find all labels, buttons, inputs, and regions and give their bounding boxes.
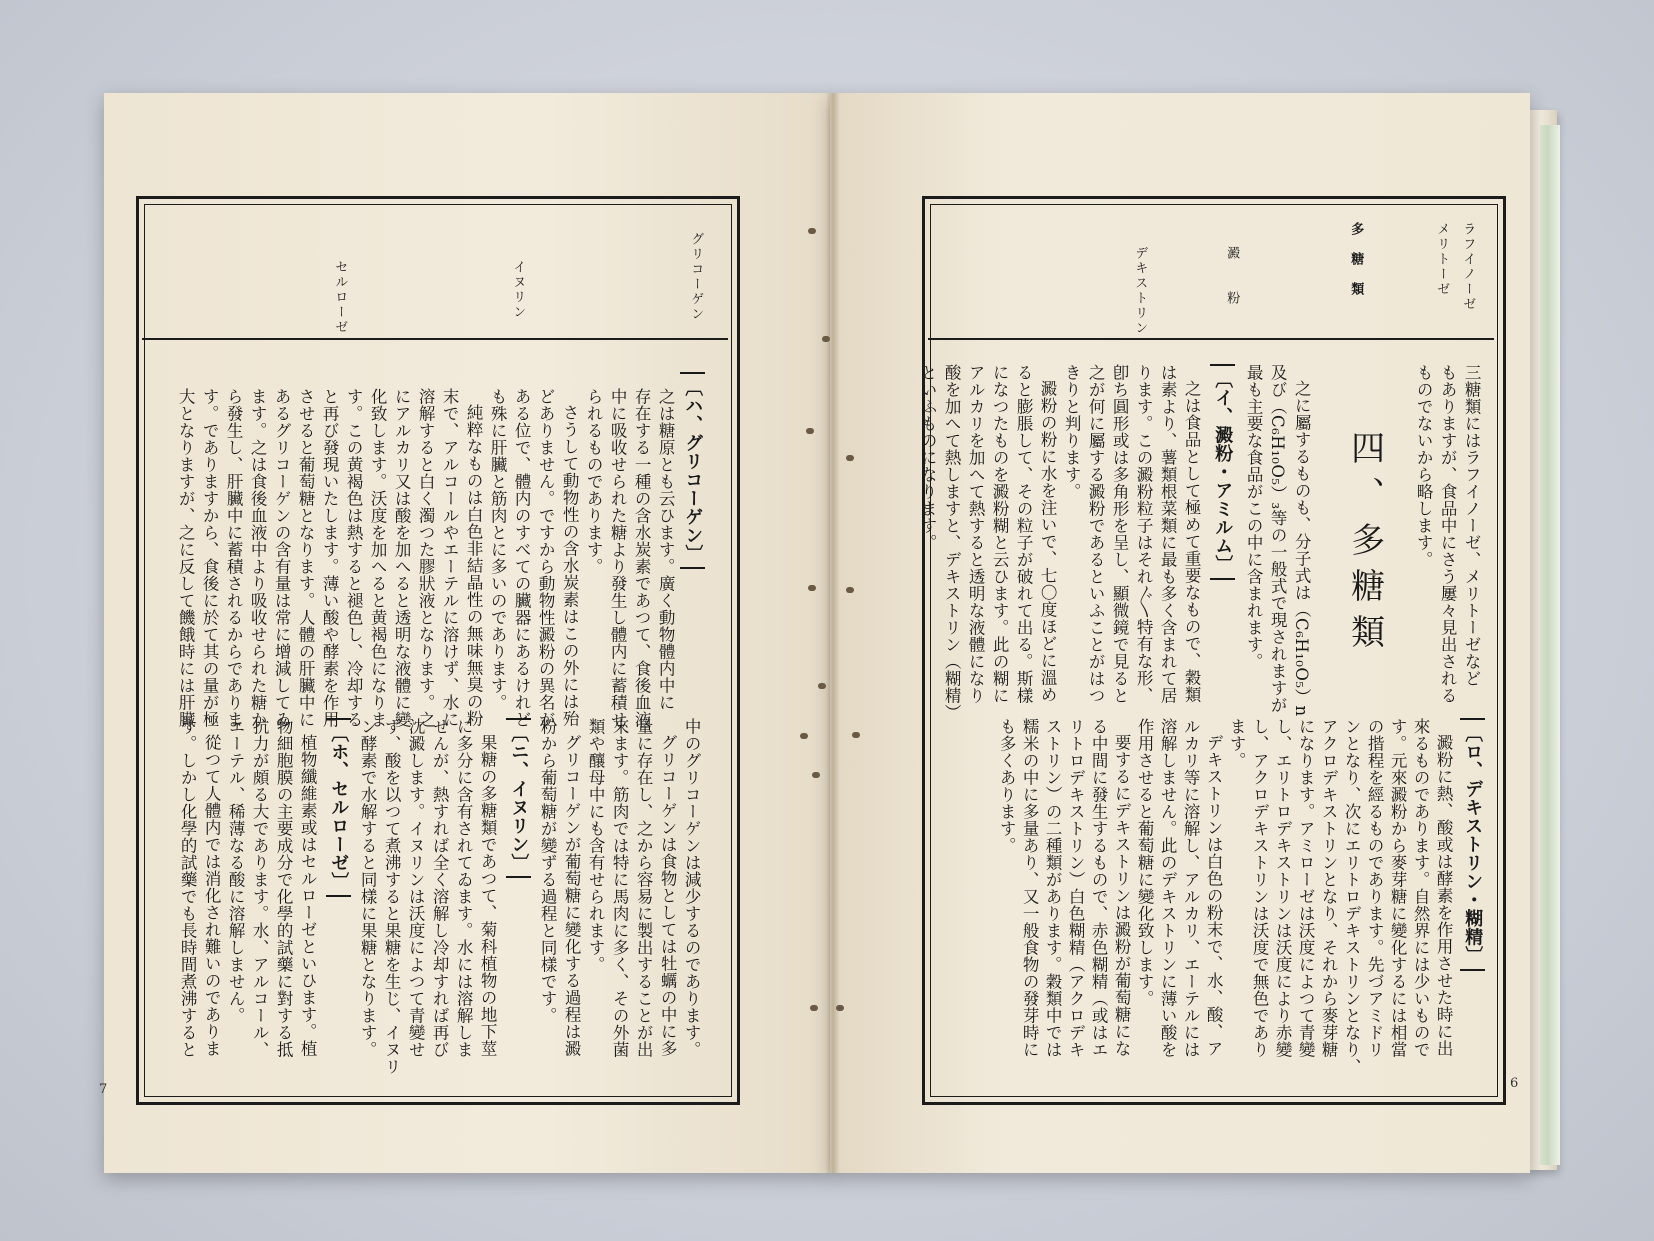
text-line: 酸を加へて熱しますと、デキストリン（糊精） <box>942 364 962 721</box>
text-line: 三糖類にはラフイノーゼ、メリトーゼなど <box>1462 364 1482 687</box>
text-line: ストリン）の二種類があります。穀類中では <box>1043 718 1063 1058</box>
text-line: 抗力が頗る大であります。水、アルコール、 <box>250 718 270 1058</box>
text-line: 化致します。沃度を加へると黄褐色になりま <box>368 388 388 728</box>
binding-hole <box>808 228 816 234</box>
text-line: 量に存在し、之から容易に製出することが出 <box>634 718 654 1058</box>
text-line: もありますが、食品中にさう屢々見出される <box>1438 364 1458 704</box>
text-line: になつたものを澱粉糊と云ひます。此の糊に <box>990 364 1010 704</box>
text-line: 中に吸收せられた糖より發生し體内に蓄積せ <box>608 388 628 728</box>
text-line: ます。之は食後血液中より吸收せられた糖か <box>248 388 268 728</box>
header-term-dextrin: デキストリン <box>1132 246 1148 336</box>
text-line: 大となりますが、之に反して饑餓時には肝臟 <box>176 388 196 728</box>
right-header-separator <box>928 338 1494 340</box>
text-line: は素より、薯類根菜類に最も多く含まれて居 <box>1158 364 1178 704</box>
header-term-starch: 澱 粉 <box>1224 246 1240 306</box>
text-line: 物細胞膜の主要成分で化學的試藥に對する抵 <box>274 718 294 1058</box>
text-line: 粉から葡萄糖が變ずる過程と同樣です。 <box>538 718 558 1024</box>
section-heading-inulin: 〔ニ、イヌリン〕 <box>506 718 531 878</box>
text-line: す。この黄褐色は熱すると褪色し、冷却する <box>344 388 364 728</box>
header-term-melitose: メリトーゼ <box>1434 222 1450 297</box>
text-line: アクロデキストリンとなり、それから麥芽糖 <box>1319 718 1339 1058</box>
header-term-cellulose: セルローゼ <box>332 260 348 335</box>
header-term-raffinose: ラフイノーゼ <box>1460 222 1476 312</box>
text-line: に多分に含有されてゐます。水には溶解しま <box>454 718 474 1058</box>
section-heading-dextrin: 〔ロ、デキストリン・糊精〕 <box>1460 718 1485 971</box>
text-line: 溶解しません。此のデキストリンに薄い酸を <box>1158 718 1178 1058</box>
page-number-right: 6 <box>1510 1076 1519 1091</box>
text-line: させると葡萄糖となります。人體の肝臟中に <box>296 388 316 728</box>
text-line: 沈澱します。イヌリンは沃度によつて青變せ <box>406 718 426 1058</box>
text-line: リトロデキストリン）白色糊精（アクロデキ <box>1066 718 1086 1058</box>
text-line: さうして動物性の含水炭素はこの外には殆 <box>560 404 580 727</box>
text-line: ある位で、體内のすべての臟器にあるけれど <box>512 388 532 728</box>
text-line: ると膨脹して、その粒子が破れて出る。斯樣 <box>1014 364 1034 704</box>
text-line: も多くあります。 <box>997 718 1017 854</box>
text-line: 之に屬するものも、分子式は（C₆H₁₀O₅）n <box>1292 380 1312 717</box>
text-line: になります。アミローゼは沃度によつて青變 <box>1296 718 1316 1058</box>
binding-hole <box>822 336 830 342</box>
text-line: 溶解すると白く濁つた膠狀液となります。之 <box>416 388 436 728</box>
text-line: ら發生し、肝臟中に蓄積されるからでありま <box>224 388 244 728</box>
text-line: グリコーゲンは食物としては牡蠣の中に多 <box>658 734 678 1057</box>
text-line: ず、酸を以つて煮沸すると果糖を生じ、イヌリ <box>382 718 402 1075</box>
binding-hole <box>810 1005 818 1011</box>
binding-hole <box>806 428 814 434</box>
text-line: きりと判ります。 <box>1062 364 1082 500</box>
text-line: 末で、アルコールやエーテルに溶けず、水に <box>440 388 460 728</box>
text-line: 類や釀母中にも含有せられます。 <box>586 718 606 973</box>
text-line: ものでないから略します。 <box>1414 364 1434 568</box>
binding-hole <box>846 455 854 461</box>
text-line: も殊に肝臟と筋肉とに多いのであります。 <box>488 388 508 711</box>
text-line: デキストリンは白色の粉末で、水、酸、ア <box>1204 734 1224 1057</box>
text-line: ンとなり、次にエリトロデキストリンとなり、 <box>1342 718 1362 1075</box>
text-line: 要するにデキストリンは澱粉が葡萄糖にな <box>1112 734 1132 1057</box>
text-line: せんが、熱すれば全く溶解し冷却すれば再び <box>430 718 450 1058</box>
binding-hole <box>818 683 826 689</box>
text-line: 純粹なものは白色非結晶性の無味無臭の粉 <box>464 404 484 727</box>
chapter-title: 四、多糖類 <box>1344 430 1385 660</box>
binding-hole <box>812 772 820 778</box>
text-line: にアルカリ又は酸を加へると透明な液體に變 <box>392 388 412 728</box>
loose-sheet-edge-green <box>1540 125 1560 1165</box>
text-line: 糯米の中に多量あり、又一般食物の發芽時に <box>1020 718 1040 1058</box>
binding-hole <box>808 585 816 591</box>
text-line: 之は糖原とも云ひます。廣く動物體内中に <box>656 388 676 711</box>
section-heading-cellulose: 〔ホ、セルローゼ〕 <box>326 718 351 897</box>
text-line: 之は食品として極めて重要なもので、穀類 <box>1182 380 1202 703</box>
section-heading-glycogen: 〔ハ、グリコーゲン〕 <box>680 372 705 569</box>
text-line: 植物纖維素或はセルローゼといひます。植 <box>298 734 318 1057</box>
header-term-inulin: イヌリン <box>510 260 526 320</box>
text-line: ます。 <box>1227 718 1247 769</box>
text-line: し、アクロデキストリンは沃度で無色であり <box>1250 718 1270 1058</box>
text-line: あるグリコーゲンの含有量は常に增減してゐ <box>272 388 292 728</box>
text-line: といふものになります。 <box>918 364 938 551</box>
section-heading-starch: 〔イ、澱粉・アミルム〕 <box>1210 364 1235 580</box>
text-line: アルカリを加へて熱すると透明な液體になり <box>966 364 986 704</box>
text-line: 及び（C₆H₁₀O₅）₃等の一般式で現されますが <box>1268 364 1288 714</box>
text-line: ります。この澱粉粒子はそれ〴〵特有な形、 <box>1134 364 1154 704</box>
text-line: す。元來澱粉から麥芽糖に變化するには相當 <box>1388 718 1408 1058</box>
binding-hole <box>852 732 860 738</box>
left-header-separator <box>142 338 728 340</box>
text-line: 果糖の多糖類であつて、菊科植物の地下莖 <box>478 734 498 1057</box>
text-line: 來るものであります。自然界には少いもので <box>1411 718 1431 1058</box>
text-line: 來ます。筋肉では特に馬肉に多く、その外菌 <box>610 718 630 1058</box>
binding-hole <box>846 587 854 593</box>
binding-hole <box>800 733 808 739</box>
text-line: 卽ち圓形或は多角形を呈し、顯微鏡で見ると <box>1110 364 1130 704</box>
text-line: ルカリ等に溶解し、アルカリ、エーテルには <box>1181 718 1201 1058</box>
text-line: す。でありますから、食後に於て其の量が極 <box>200 388 220 728</box>
text-line: られるものであります。 <box>584 388 604 575</box>
text-line: し、エリトロデキストリンは沃度により赤變 <box>1273 718 1293 1058</box>
text-line: る中間に發生するもので、赤色糊精（或はエ <box>1089 718 1109 1058</box>
text-line: す。しかし化學的試藥でも長時間煮沸すると <box>178 718 198 1058</box>
text-line: 澱粉の粉に水を注いで、七〇度ほどに溫め <box>1038 380 1058 703</box>
text-line: 存在する一種の含水炭素であつて、食後血液 <box>632 388 652 728</box>
book-gutter <box>826 93 840 1173</box>
text-line: の揩程を經るものであります。先づアミドリ <box>1365 718 1385 1058</box>
text-line: 最も主要な食品がこの中に含まれます。 <box>1244 364 1264 670</box>
text-line: 中のグリコーゲンは減少するのであります。 <box>682 718 702 1058</box>
text-line: ン酵素で水解すると同樣に果糖となります。 <box>358 718 378 1058</box>
text-line: と再び發現いたします。薄い酸や酵素を作用 <box>320 388 340 728</box>
text-line: どありません。ですから動物性澱粉の異名が <box>536 388 556 728</box>
text-line: 作用させると葡萄糖に變化致します。 <box>1135 718 1155 1007</box>
header-term-glycogen: グリコーゲン <box>688 232 704 322</box>
page-number-left: 7 <box>99 1082 108 1097</box>
text-line: 從つて人體内では消化され難いのでありま <box>202 734 222 1057</box>
text-line: エーテル、稀薄なる酸に溶解しません。 <box>226 718 246 1024</box>
text-line: グリコーゲンが葡萄糖に變化する過程は澱 <box>562 734 582 1057</box>
binding-hole <box>836 1005 844 1011</box>
text-line: 之が何に屬する澱粉であるといふことがはつ <box>1086 364 1106 704</box>
header-term-polysaccharides: 多 糖 類 <box>1348 222 1364 297</box>
text-line: 澱粉に熱、酸或は酵素を作用させた時に出 <box>1434 734 1454 1057</box>
